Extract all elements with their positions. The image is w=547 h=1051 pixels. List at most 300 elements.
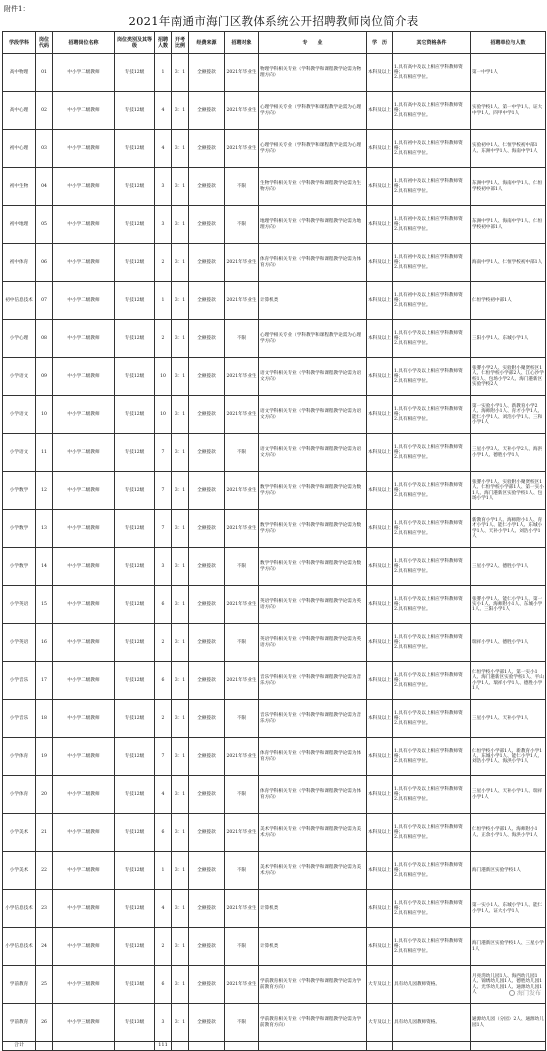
cell-education: 本科及以上: [367, 206, 393, 244]
cell-position: 中小学二级教师: [53, 814, 115, 852]
cell-count: 2: [155, 244, 172, 282]
cell-code: 18: [36, 700, 53, 738]
cell-units: 东洲中学1人、海南中学1人、仁恒学校初中部1人: [471, 168, 546, 206]
cell-position: 中小学二级教师: [53, 776, 115, 814]
cell-code: 06: [36, 244, 53, 282]
cell-funding: 全额拨款: [189, 54, 225, 92]
cell-ratio: 3：1: [172, 966, 189, 1004]
cell-target: 不限: [225, 206, 259, 244]
cell-subject: 初中体育: [3, 244, 36, 282]
cell-major: 美术学科相关专业（学科教学和课程教学论需为美术方向）: [259, 814, 367, 852]
cell-ratio: 3：1: [172, 928, 189, 966]
total-count: 111: [155, 1042, 172, 1051]
cell-grade: 专技12级: [115, 852, 155, 890]
cell-target: 2021年毕业生: [225, 472, 259, 510]
cell-position: 中小学二级教师: [53, 206, 115, 244]
cell-position: 中小学二级教师: [53, 738, 115, 776]
cell-units: 三星小学1人、天补小学1人: [471, 700, 546, 738]
cell-qualification: 1.具有小学及以上相应学科教师资格； 2.具有相应学位。: [393, 928, 471, 966]
column-header: 岗位代码: [36, 32, 53, 54]
cell-target: 2021年毕业生: [225, 244, 259, 282]
cell-count: 1: [155, 282, 172, 320]
cell-major: 英语学科相关专业（学科教学和课程教学论需为英语方向）: [259, 586, 367, 624]
cell-position: 中小学二级教师: [53, 168, 115, 206]
cell-qualification: 1.具有小学及以上相应学科教师资格； 2.具有相应学位。: [393, 472, 471, 510]
table-row: [3, 472, 546, 510]
cell-target: 不限: [225, 1004, 259, 1042]
cell-ratio: 3：1: [172, 396, 189, 434]
cell-count: 4: [155, 890, 172, 928]
cell-ratio: 3：1: [172, 852, 189, 890]
cell-ratio: 3：1: [172, 814, 189, 852]
cell-subject: 高中心理: [3, 92, 36, 130]
cell-education: 本科及以上: [367, 320, 393, 358]
cell-qualification: 具有幼儿园教师资格。: [393, 966, 471, 1004]
cell-education: 本科及以上: [367, 282, 393, 320]
cell-position: 中小学二级教师: [53, 928, 115, 966]
cell-ratio: 3：1: [172, 282, 189, 320]
cell-subject: 初中生物: [3, 168, 36, 206]
cell-education: 本科及以上: [367, 396, 393, 434]
cell-education: 本科及以上: [367, 624, 393, 662]
cell-position: 中小学二级教师: [53, 586, 115, 624]
cell-code: 14: [36, 548, 53, 586]
cell-education: 本科及以上: [367, 738, 393, 776]
cell-major: 体育学科相关专业（学科教学和课程教学论需为体育方向）: [259, 738, 367, 776]
recruitment-table: [2, 31, 546, 1051]
cell-count: 10: [155, 396, 172, 434]
column-header: 其它资格条件: [393, 32, 471, 54]
cell-qualification: 1.具有小学及以上相应学科教师资格； 2.具有相应学位。: [393, 510, 471, 548]
cell-target: 2021年毕业生: [225, 130, 259, 168]
column-header: 经费来源: [189, 32, 225, 54]
cell-target: 2021年毕业生: [225, 586, 259, 624]
cell-major: 学前教育相关专业（学科教学和课程教学论需为学前教育方向）: [259, 966, 367, 1004]
cell-code: 17: [36, 662, 53, 700]
cell-grade: 专技13级: [115, 1004, 155, 1042]
cell-education: 本科及以上: [367, 548, 393, 586]
table-row: [3, 624, 546, 662]
cell-grade: 专技12级: [115, 396, 155, 434]
cell-grade: 专技12级: [115, 700, 155, 738]
cell-grade: 专技12级: [115, 206, 155, 244]
cell-qualification: 1.具有小学及以上相应学科教师资格； 2.具有相应学位。: [393, 320, 471, 358]
cell-ratio: 3：1: [172, 548, 189, 586]
cell-funding: 全额拨款: [189, 890, 225, 928]
cell-code: 16: [36, 624, 53, 662]
table-row: [3, 130, 546, 168]
watermark-text: 海门发布: [516, 990, 541, 997]
cell-funding: 全额拨款: [189, 852, 225, 890]
cell-education: 本科及以上: [367, 358, 393, 396]
cell-code: 09: [36, 358, 53, 396]
table-row: [3, 738, 546, 776]
cell-grade: 专技12级: [115, 662, 155, 700]
cell-count: 2: [155, 320, 172, 358]
cell-target: 2021年毕业生: [225, 358, 259, 396]
cell-qualification: 1.具有小学及以上相应学科教师资格； 2.具有相应学位。: [393, 776, 471, 814]
watermark-logo-icon: [509, 990, 515, 996]
cell-major: 地理学科相关专业（学科教学和课程教学论需为地理方向）: [259, 206, 367, 244]
cell-ratio: 3：1: [172, 130, 189, 168]
cell-education: 本科及以上: [367, 852, 393, 890]
cell-subject: 初中地理: [3, 206, 36, 244]
cell-funding: 全额拨款: [189, 776, 225, 814]
cell-qualification: 1.具有小学及以上相应学科教师资格； 2.具有相应学位。: [393, 548, 471, 586]
cell-subject: 小学数学: [3, 510, 36, 548]
cell-major: 计算机类: [259, 890, 367, 928]
cell-count: 7: [155, 738, 172, 776]
cell-education: 本科及以上: [367, 130, 393, 168]
cell-major: 音乐学科相关专业（学科教学和课程教学论需为音乐方向）: [259, 700, 367, 738]
cell-grade: 专技12级: [115, 434, 155, 472]
cell-position: 中小学二级教师: [53, 130, 115, 168]
cell-count: 2: [155, 928, 172, 966]
cell-target: 不限: [225, 852, 259, 890]
table-row: [3, 890, 546, 928]
cell-major: 音乐学科相关专业（学科教学和课程教学论需为音乐方向）: [259, 662, 367, 700]
cell-units: 通源幼儿园（分园）2人、通源幼儿园1人: [471, 1004, 546, 1042]
cell-education: 本科及以上: [367, 814, 393, 852]
cell-subject: 初中信息技术: [3, 282, 36, 320]
cell-major: 学前教育相关专业（学科教学和课程教学论需为学前教育方向）: [259, 1004, 367, 1042]
cell-position: 中小学二级教师: [53, 282, 115, 320]
cell-qualification: 1.具有高中及以上相应学科教师资格； 2.具有相应学位。: [393, 54, 471, 92]
cell-qualification: 1.具有小学及以上相应学科教师资格； 2.具有相应学位。: [393, 434, 471, 472]
cell-major: 数学学科相关专业（学科教学和课程教学论需为数学方向）: [259, 548, 367, 586]
cell-education: 本科及以上: [367, 776, 393, 814]
cell-ratio: 3：1: [172, 54, 189, 92]
table-row: [3, 586, 546, 624]
cell-major: 心理学相关专业（学科教学和课程教学论需为心理学方向）: [259, 130, 367, 168]
cell-units: 三星小学2人、德胜小学1人: [471, 548, 546, 586]
cell-code: 25: [36, 966, 53, 1004]
cell-code: 20: [36, 776, 53, 814]
cell-code: 07: [36, 282, 53, 320]
cell-count: 2: [155, 624, 172, 662]
cell-subject: 初中心理: [3, 130, 36, 168]
cell-grade: 专技12级: [115, 244, 155, 282]
column-header: 招聘人数: [155, 32, 172, 54]
cell-ratio: 3：1: [172, 472, 189, 510]
cell-funding: 全额拨款: [189, 206, 225, 244]
cell-major: 心理学相关专业（学科教学和课程教学论需为心理学方向）: [259, 320, 367, 358]
cell-qualification: 具有幼儿园教师资格。: [393, 1004, 471, 1042]
cell-education: 本科及以上: [367, 662, 393, 700]
cell-ratio: 3：1: [172, 510, 189, 548]
cell-subject: 小学音乐: [3, 662, 36, 700]
cell-grade: 专技12级: [115, 130, 155, 168]
cell-target: 2021年毕业生: [225, 662, 259, 700]
cell-ratio: 3：1: [172, 700, 189, 738]
cell-count: 1: [155, 54, 172, 92]
cell-target: 不限: [225, 548, 259, 586]
cell-major: 计算机类: [259, 928, 367, 966]
cell-units: 三阳小学1人、东城小学1人: [471, 320, 546, 358]
cell-position: 中小学二级教师: [53, 92, 115, 130]
cell-funding: 全额拨款: [189, 472, 225, 510]
cell-qualification: 1.具有初中及以上相应学科教师资格； 2.具有相应学位。: [393, 206, 471, 244]
cell-qualification: 1.具有初中及以上相应学科教师资格； 2.具有相应学位。: [393, 168, 471, 206]
table-row: [3, 814, 546, 852]
cell-units: 第一实小1人、东城小学1人、能仁小学1人、证大小学1人: [471, 890, 546, 928]
cell-target: 2021年毕业生: [225, 510, 259, 548]
cell-qualification: 1.具有小学及以上相应学科教师资格； 2.具有相应学位。: [393, 700, 471, 738]
cell-code: 13: [36, 510, 53, 548]
cell-funding: 全额拨款: [189, 928, 225, 966]
column-header: 招聘岗位名称: [53, 32, 115, 54]
cell-education: 本科及以上: [367, 586, 393, 624]
cell-ratio: 3：1: [172, 586, 189, 624]
cell-major: 数学学科相关专业（学科教学和课程教学论需为数学方向）: [259, 472, 367, 510]
column-header: 专 业: [259, 32, 367, 54]
table-row: [3, 662, 546, 700]
cell-subject: 小学音乐: [3, 700, 36, 738]
cell-education: 大专及以上: [367, 966, 393, 1004]
cell-target: 2021年毕业生: [225, 966, 259, 1004]
cell-ratio: 3：1: [172, 92, 189, 130]
cell-ratio: 3：1: [172, 358, 189, 396]
cell-code: 03: [36, 130, 53, 168]
cell-position: 中小学二级教师: [53, 244, 115, 282]
table-row: [3, 282, 546, 320]
cell-units: 海南中学1人、仁恒学校初中部1人: [471, 244, 546, 282]
cell-position: 中小学三级教师: [53, 966, 115, 1004]
cell-education: 大专及以上: [367, 1004, 393, 1042]
cell-code: 23: [36, 890, 53, 928]
cell-units: 海门港新区实验学校1人、三星小学1人: [471, 928, 546, 966]
cell-target: 不限: [225, 776, 259, 814]
cell-subject: 小学体育: [3, 738, 36, 776]
cell-qualification: 1.具有小学及以上相应学科教师资格； 2.具有相应学位。: [393, 586, 471, 624]
cell-grade: 专技12级: [115, 738, 155, 776]
cell-units: 实验学校1人、第一中学1人、证大中学1人、四甲中学1人: [471, 92, 546, 130]
cell-code: 12: [36, 472, 53, 510]
cell-qualification: 1.具有初中及以上相应学科教师资格； 2.具有相应学位。: [393, 130, 471, 168]
cell-ratio: 3：1: [172, 624, 189, 662]
cell-subject: 小学语文: [3, 434, 36, 472]
table-row: [3, 320, 546, 358]
cell-units: 仁恒学校小学部1人、新教育小学1人、东城小学1人、能仁小学1人、刘浩小学1人、海洪小学1人: [471, 738, 546, 776]
table-total-row: [3, 1042, 546, 1051]
cell-position: 中小学二级教师: [53, 472, 115, 510]
cell-count: 10: [155, 358, 172, 396]
cell-count: 7: [155, 472, 172, 510]
cell-position: 中小学二级教师: [53, 548, 115, 586]
cell-ratio: 3：1: [172, 662, 189, 700]
cell-major: 计算机类: [259, 282, 367, 320]
cell-major: 体育学科相关专业（学科教学和课程教学论需为体育方向）: [259, 244, 367, 282]
cell-units: 仁恒学校小学部1人、第一实小1人、海门港新区实验学校1人、平山小学1人、瑞祥小学1人、德胜小学1人: [471, 662, 546, 700]
cell-education: 本科及以上: [367, 434, 393, 472]
cell-target: 不限: [225, 928, 259, 966]
cell-funding: 全额拨款: [189, 700, 225, 738]
cell-ratio: 3：1: [172, 206, 189, 244]
cell-units: 第一中学1人: [471, 54, 546, 92]
cell-count: 2: [155, 700, 172, 738]
cell-education: 本科及以上: [367, 54, 393, 92]
cell-count: 6: [155, 966, 172, 1004]
cell-qualification: 1.具有小学及以上相应学科教师资格； 2.具有相应学位。: [393, 662, 471, 700]
cell-subject: 小学英语: [3, 586, 36, 624]
cell-units: 仁恒学校初中部1人: [471, 282, 546, 320]
cell-ratio: 3：1: [172, 890, 189, 928]
cell-target: 不限: [225, 624, 259, 662]
cell-code: 26: [36, 1004, 53, 1042]
cell-qualification: 1.具有初中及以上相应学科教师资格； 2.具有相应学位。: [393, 244, 471, 282]
table-row: [3, 244, 546, 282]
cell-qualification: 1.具有小学及以上相应学科教师资格； 2.具有相应学位。: [393, 852, 471, 890]
cell-code: 19: [36, 738, 53, 776]
cell-qualification: 1.具有小学及以上相应学科教师资格； 2.具有相应学位。: [393, 396, 471, 434]
cell-education: 本科及以上: [367, 472, 393, 510]
cell-units: 三星小学1人、天补小学1人、瑞祥小学1人: [471, 776, 546, 814]
cell-units: 仁恒学校小学部1人、海师附小1人、正余小学1人、海洪小学1人: [471, 814, 546, 852]
cell-ratio: 3：1: [172, 434, 189, 472]
cell-major: 心理学相关专业（学科教学和课程教学论需为心理学方向）: [259, 92, 367, 130]
table-row: [3, 1004, 546, 1042]
table-row: [3, 928, 546, 966]
cell-code: 24: [36, 928, 53, 966]
total-label: 合计: [3, 1042, 36, 1051]
cell-count: 6: [155, 662, 172, 700]
cell-funding: 全额拨款: [189, 434, 225, 472]
cell-target: 不限: [225, 320, 259, 358]
cell-position: 中小学二级教师: [53, 624, 115, 662]
cell-subject: 高中物理: [3, 54, 36, 92]
cell-ratio: 3：1: [172, 320, 189, 358]
cell-funding: 全额拨款: [189, 396, 225, 434]
cell-grade: 专技12级: [115, 320, 155, 358]
cell-units: 三星小学3人、天补小学2人、海洪小学1人、德胜小学1人: [471, 434, 546, 472]
cell-subject: 小学信息技术: [3, 928, 36, 966]
cell-funding: 全额拨款: [189, 548, 225, 586]
cell-ratio: 3：1: [172, 244, 189, 282]
cell-qualification: 1.具有高中及以上相应学科教师资格； 2.具有相应学位。: [393, 92, 471, 130]
cell-target: 不限: [225, 700, 259, 738]
document-title: 2021年南通市海门区教体系统公开招聘教师岗位简介表: [128, 14, 419, 28]
cell-target: 2021年毕业生: [225, 92, 259, 130]
cell-count: 4: [155, 130, 172, 168]
cell-qualification: 1.具有小学及以上相应学科教师资格； 2.具有相应学位。: [393, 358, 471, 396]
cell-grade: 专技12级: [115, 510, 155, 548]
cell-grade: 专技12级: [115, 282, 155, 320]
table-row: [3, 206, 546, 244]
cell-subject: 小学体育: [3, 776, 36, 814]
cell-funding: 全额拨款: [189, 738, 225, 776]
table-row: [3, 510, 546, 548]
cell-education: 本科及以上: [367, 510, 393, 548]
column-header: 学段学科: [3, 32, 36, 54]
cell-count: 3: [155, 206, 172, 244]
cell-code: 05: [36, 206, 53, 244]
cell-position: 中小学三级教师: [53, 1004, 115, 1042]
table-row: [3, 434, 546, 472]
cell-major: 语文学科相关专业（学科教学和课程教学论需为语文方向）: [259, 434, 367, 472]
cell-target: 2021年毕业生: [225, 282, 259, 320]
column-header: 招聘单位与人数: [471, 32, 546, 54]
cell-code: 04: [36, 168, 53, 206]
cell-position: 中小学二级教师: [53, 320, 115, 358]
cell-units: 海门港新区实验学校1人: [471, 852, 546, 890]
cell-code: 11: [36, 434, 53, 472]
cell-ratio: 3：1: [172, 776, 189, 814]
cell-grade: 专技12级: [115, 776, 155, 814]
cell-grade: 专技12级: [115, 92, 155, 130]
cell-count: 7: [155, 434, 172, 472]
cell-units: 东洲中学1人、海南中学1人、仁恒学校初中部1人: [471, 206, 546, 244]
cell-count: 4: [155, 776, 172, 814]
cell-qualification: 1.具有小学及以上相应学科教师资格； 2.具有相应学位。: [393, 890, 471, 928]
cell-funding: 全额拨款: [189, 358, 225, 396]
cell-education: 本科及以上: [367, 168, 393, 206]
cell-units: 张謇小学1人、能仁小学1人、第一实小1人、海师附小1人、东城小学1人、三阳小学1人: [471, 586, 546, 624]
cell-code: 21: [36, 814, 53, 852]
cell-funding: 全额拨款: [189, 624, 225, 662]
cell-units: 实验初中1人、仁恒学校初中部1人、东洲中学1人、海南中学1人: [471, 130, 546, 168]
cell-units: 瑞祥小学1人、德胜小学1人: [471, 624, 546, 662]
cell-funding: 全额拨款: [189, 168, 225, 206]
cell-major: 语文学科相关专业（学科教学和课程教学论需为语文方向）: [259, 396, 367, 434]
cell-target: 2021年毕业生: [225, 890, 259, 928]
cell-count: 7: [155, 510, 172, 548]
cell-major: 体育学科相关专业（学科教学和课程教学论需为体育方向）: [259, 776, 367, 814]
cell-grade: 专技12级: [115, 928, 155, 966]
cell-grade: 专技13级: [115, 966, 155, 1004]
table-row: [3, 700, 546, 738]
cell-subject: 小学美术: [3, 814, 36, 852]
cell-education: 本科及以上: [367, 890, 393, 928]
cell-funding: 全额拨款: [189, 966, 225, 1004]
cell-code: 02: [36, 92, 53, 130]
cell-grade: 专技12级: [115, 586, 155, 624]
table-row: [3, 852, 546, 890]
cell-ratio: 3：1: [172, 738, 189, 776]
table-row: [3, 776, 546, 814]
cell-major: 美术学科相关专业（学科教学和课程教学论需为美术方向）: [259, 852, 367, 890]
cell-major: 物理学科相关专业（学科教学和课程教学论需为物理方向）: [259, 54, 367, 92]
cell-units: 第一实验小学1人、新教育小学2人、海师附小1人、育才小学1人、能仁小学1人、刘浩小学1人、三和小学1人: [471, 396, 546, 434]
cell-count: 3: [155, 548, 172, 586]
cell-position: 中小学二级教师: [53, 358, 115, 396]
cell-funding: 全额拨款: [189, 320, 225, 358]
cell-qualification: 1.具有小学及以上相应学科教师资格； 2.具有相应学位。: [393, 624, 471, 662]
cell-major: 数学学科相关专业（学科教学和课程教学论需为数学方向）: [259, 510, 367, 548]
cell-subject: 学前教育: [3, 966, 36, 1004]
cell-count: 1: [155, 852, 172, 890]
cell-subject: 小学信息技术: [3, 890, 36, 928]
cell-code: 15: [36, 586, 53, 624]
cell-count: 3: [155, 168, 172, 206]
cell-subject: 小学心理: [3, 320, 36, 358]
cell-education: 本科及以上: [367, 928, 393, 966]
cell-position: 中小学二级教师: [53, 852, 115, 890]
cell-major: 语文学科相关专业（学科教学和课程教学论需为语文方向）: [259, 358, 367, 396]
cell-funding: 全额拨款: [189, 244, 225, 282]
cell-grade: 专技12级: [115, 890, 155, 928]
cell-education: 本科及以上: [367, 700, 393, 738]
cell-target: 2021年毕业生: [225, 54, 259, 92]
cell-education: 本科及以上: [367, 244, 393, 282]
cell-funding: 全额拨款: [189, 92, 225, 130]
cell-count: 6: [155, 814, 172, 852]
column-header: 开考比例: [172, 32, 189, 54]
cell-major: 英语学科相关专业（学科教学和课程教学论需为英语方向）: [259, 624, 367, 662]
cell-count: 6: [155, 586, 172, 624]
cell-qualification: 1.具有初中及以上相应学科教师资格； 2.具有相应学位。: [393, 282, 471, 320]
column-header: 岗位类别及其等级: [115, 32, 155, 54]
cell-target: 2021年毕业生: [225, 814, 259, 852]
